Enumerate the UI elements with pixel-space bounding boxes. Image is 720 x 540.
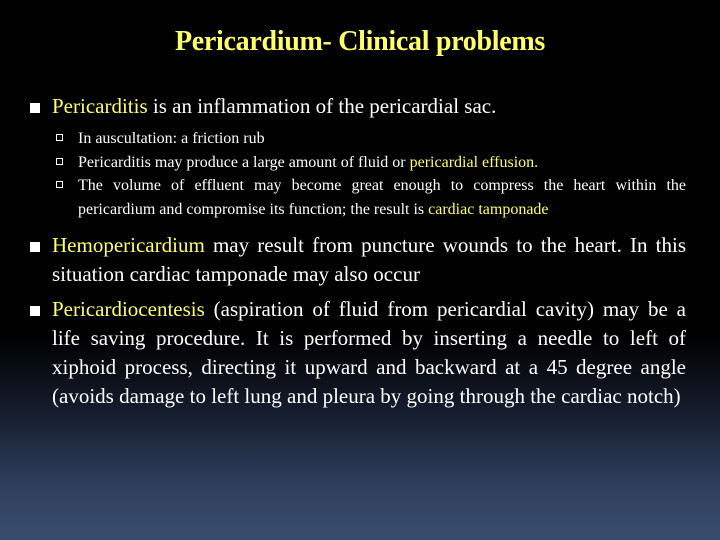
- subbullet-text: Pericarditis may produce a large amount of fluid or: [78, 153, 410, 171]
- hollow-square-bullet-icon: [56, 151, 66, 174]
- term-pericardiocentesis: Pericardiocentesis: [52, 297, 205, 321]
- slide-content: [30, 92, 686, 411]
- subbullet-effusion: [30, 151, 686, 175]
- filled-square-bullet-icon: [30, 93, 42, 122]
- term-pericardial-effusion: pericardial effusion.: [409, 153, 539, 171]
- bullet-text: is an inflammation of the pericardial sac.: [147, 94, 497, 118]
- hollow-square-bullet-icon: [56, 174, 66, 197]
- term-pericarditis: Pericarditis: [52, 94, 148, 118]
- term-cardiac-tamponade: cardiac tamponade: [428, 200, 549, 218]
- bullet-text: (aspiration of fluid from pericardial cavity) may be a life saving procedure. It is performed by inserting a needle to left of xiphoid process, directing it upward and backward at a 45 degree angle (avoids damage to left lung and pleura by going through the cardiac notch): [52, 297, 686, 408]
- term-hemopericardium: Hemopericardium: [52, 233, 205, 257]
- subbullet-auscultation: [30, 127, 686, 151]
- bullet-hemopericardium: [30, 231, 686, 289]
- bullet-text: may result from puncture wounds to the heart. In this situation cardiac tamponade may also occur: [52, 233, 686, 286]
- subbullet-text: In auscultation: a friction rub: [78, 130, 265, 147]
- bullet-pericardiocentesis: [30, 295, 686, 411]
- filled-square-bullet-icon: [30, 232, 42, 261]
- hollow-square-bullet-icon: [56, 127, 66, 150]
- slide-title: Pericardium- Clinical problems: [175, 26, 545, 57]
- subbullet-text: The volume of effluent may become great enough to compress the heart within the pericardium and compromise its function; the result is: [78, 177, 686, 218]
- filled-square-bullet-icon: [30, 296, 42, 325]
- subbullet-tamponade: [30, 174, 686, 221]
- bullet-pericarditis: [30, 92, 686, 121]
